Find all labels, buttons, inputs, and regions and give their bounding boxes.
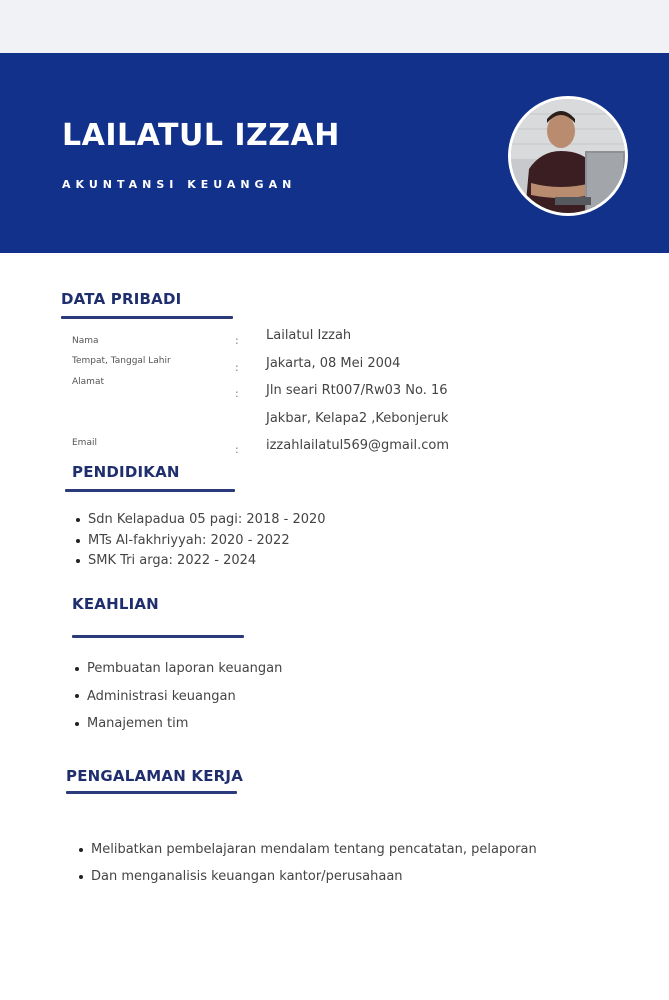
- value-name: Lailatul Izzah: [266, 328, 352, 343]
- list-item: Manajemen tim: [73, 710, 282, 738]
- list-item: SMK Tri arga: 2022 - 2024: [74, 551, 326, 572]
- separator: :: [235, 443, 239, 456]
- label-birth: Tempat, Tanggal Lahir: [72, 356, 171, 366]
- value-email: izzahlailatul569@gmail.com: [266, 438, 449, 453]
- list-item: Administrasi keuangan: [73, 683, 282, 711]
- section-divider: [72, 635, 244, 638]
- avatar: [508, 96, 628, 216]
- job-title: AKUNTANSI KEUANGAN: [62, 178, 297, 191]
- experience-list: [77, 836, 537, 890]
- section-title-education: PENDIDIKAN: [72, 463, 180, 481]
- value-birth: Jakarta, 08 Mei 2004: [266, 356, 401, 371]
- top-bar: [0, 0, 669, 53]
- section-divider: [66, 791, 237, 794]
- list-item: Melibatkan pembelajaran mendalam tentang pencatatan, pelaporan: [77, 836, 537, 863]
- education-list: [74, 510, 326, 572]
- skills-list: [73, 655, 282, 738]
- label-address: Alamat: [72, 377, 104, 387]
- separator: :: [235, 361, 239, 374]
- list-item: Pembuatan laporan keuangan: [73, 655, 282, 683]
- full-name: LAILATUL IZZAH: [62, 118, 340, 153]
- label-email: Email: [72, 438, 97, 448]
- label-name: Nama: [72, 336, 99, 346]
- list-item: MTs Al-fakhriyyah: 2020 - 2022: [74, 531, 326, 552]
- section-divider: [65, 489, 235, 492]
- separator: :: [235, 387, 239, 400]
- person-photo-icon: [511, 99, 625, 213]
- separator: :: [235, 334, 239, 347]
- section-title-skills: KEAHLIAN: [72, 595, 159, 613]
- value-address-line1: Jln seari Rt007/Rw03 No. 16: [266, 383, 448, 398]
- list-item: Sdn Kelapadua 05 pagi: 2018 - 2020: [74, 510, 326, 531]
- section-title-experience: PENGALAMAN KERJA: [66, 767, 244, 785]
- value-address-line2: Jakbar, Kelapa2 ,Kebonjeruk: [266, 411, 449, 426]
- section-divider: [61, 316, 233, 319]
- list-item: Dan menganalisis keuangan kantor/perusahaan: [77, 863, 537, 890]
- section-title-personal: DATA PRIBADI: [61, 290, 182, 308]
